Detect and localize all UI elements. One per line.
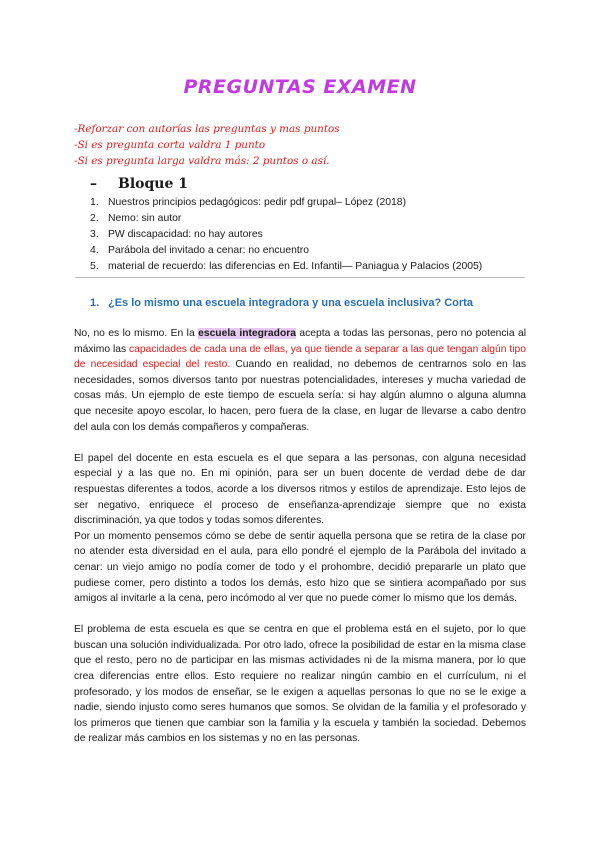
answer-paragraph: Por un momento pensemos cómo se debe de sentir aquella persona que se retira de la clase por no atender esta diversidad en el aula, para ello pondré el ejemplo de la Parábola del invitado a cenar: un viejo amigo no podía comer de todo y el prohombre, decidió prepararle un plato que pudiese comer, pero distinto a todos los demás, esto hizo que se sintiera acompañado por sus amigos al invitarle a la cena, pero incómodo al ver que no puede comer lo mismo que los demás. (74, 530, 526, 605)
section-heading-label: Bloque 1 (118, 176, 188, 192)
list-number: 2. (90, 213, 99, 224)
red-emphasis-text: capacidades de cada una de ellas, ya que tiende a separar a las que tengan algún tipo de necesidad especial del resto. (74, 343, 526, 371)
notes-block (74, 121, 544, 169)
answer-paragraph: El problema de esta escuela es que se centra en que el problema está en el sujeto, por lo que buscan una solución individualizada. Por otro lado, ofrece la posibilidad de estar en la misma clase que el resto, pero no de participar en las mismas actividades ni de la misma manera, por lo que crea diferencias entre ellos. Esto requiere no realizar ningún cambio en el currículum, ni el profesorado, y los modos de enseñar, se le exigen a aquellas personas lo que no se le exige a nadie, siendo injusto como seres humanos que somos. Se olvidan de la familia y el profesorado y los primeros que tienen que cambiar son la familia y la escuela y también la sociedad. Debemos de realizar más cambios en los sistemas y no en las personas. (74, 624, 526, 745)
list-text: Nuestros principios pedagógicos: pedir pdf grupal– López (2018) (108, 197, 407, 208)
list-number: 3. (90, 229, 99, 240)
answer-body (74, 326, 526, 747)
list-item (90, 211, 540, 227)
answer-text: Cuando en realidad, no debemos de centrarnos solo en las necesidades, somos diversos tanto por nuestras potencialidades, intereses y mucha variedad de cosas más. Un ejemplo de este tiempo de escuela sería: si hay algún alumno o alguna alumna que necesite apoyo escolar, lo hacen, pero fuera de la clase, en lugar de llevarse a cabo dentro del aula con los demás compañeros y compañeras. (74, 359, 526, 433)
section-heading (90, 176, 188, 192)
answer-text: No, no es lo mismo. En la (74, 328, 199, 339)
list-text: Parábola del invitado a cenar: no encuentro (108, 245, 310, 256)
list-number: 1. (90, 197, 99, 208)
note-line: -Si es pregunta larga valdra más: 2 puntos o así. (74, 155, 330, 167)
question-number: 1. (90, 297, 100, 309)
note-line: -Si es pregunta corta valdra 1 punto (74, 139, 266, 151)
list-text: Nemo: sin autor (108, 213, 182, 224)
list-item (90, 195, 540, 211)
question-heading (90, 297, 530, 309)
references-list (90, 195, 540, 275)
question-text: ¿Es lo mismo una escuela integradora y una escuela inclusiva? Corta (108, 297, 473, 309)
list-number: 4. (90, 245, 99, 256)
list-item (90, 243, 540, 259)
divider (75, 277, 525, 278)
list-item (90, 259, 540, 275)
list-text: material de recuerdo: las diferencias en Ed. Infantil— Paniagua y Palacios (2005) (108, 261, 483, 272)
answer-paragraph: El papel del docente en esta escuela es el que separa a las personas, con alguna necesidad especial y a las que no. En mi opinión, para ser un buen docente de verdad debe de dar respuestas diferentes a todos, acorde a los diversos ritmos y estilos de aprendizaje. Esto lejos de ser negativo, enriquece el proceso de enseñanza-aprendizaje siempre que no exista discriminación, ya que todos y todas somos diferentes. (74, 452, 526, 527)
list-text: PW discapacidad: no hay autores (108, 229, 263, 240)
list-item (90, 227, 540, 243)
answer-text: acepta a todas las personas, pero no potencia al máximo las (74, 328, 527, 355)
note-line: -Reforzar con autorías las preguntas y mas puntos (74, 123, 340, 135)
highlighted-term: escuela integradora (198, 328, 296, 339)
answer-paragraph (74, 326, 526, 435)
list-number: 5. (90, 261, 99, 272)
page-title: PREGUNTAS EXAMEN (183, 76, 417, 98)
heading-dash: – (90, 176, 97, 192)
